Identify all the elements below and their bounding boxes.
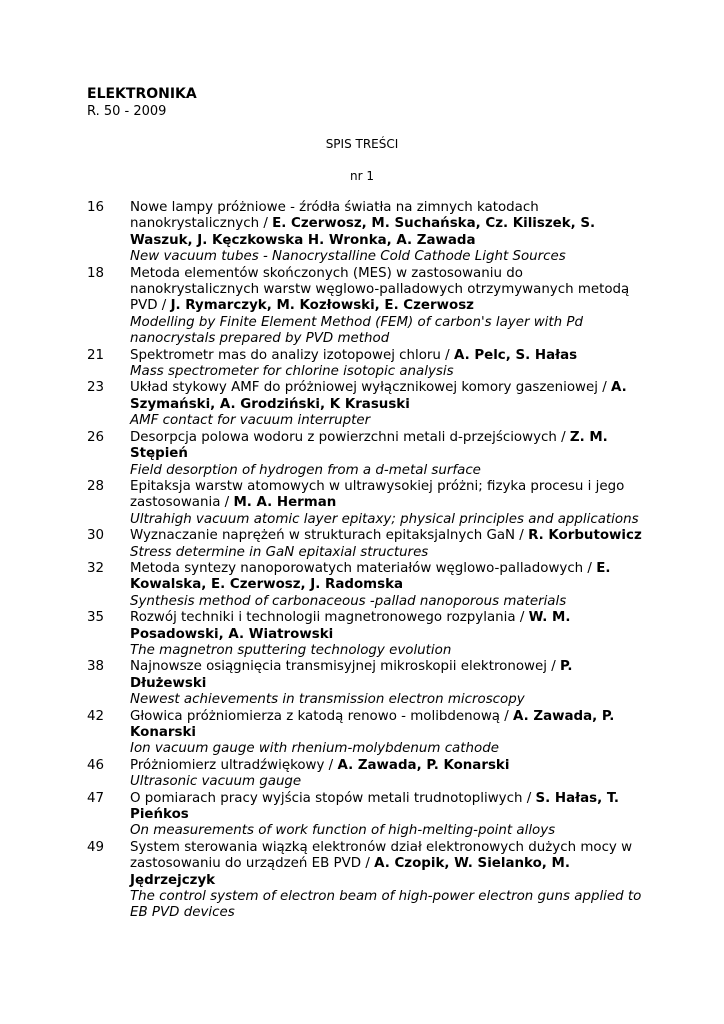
toc-entry	[87, 479, 647, 528]
toc-entry	[87, 840, 647, 922]
article-title: Wyznaczanie naprężeń w strukturach epitaksjalnych GaN	[130, 528, 516, 544]
article-title: O pomiarach pracy wyjścia stopów metali trudnotopliwych	[130, 790, 523, 806]
page-number: 35	[87, 610, 105, 626]
entry-body	[130, 348, 647, 381]
author-separator: /	[522, 790, 536, 806]
article-title: Epitaksja warstw atomowych w ultrawysokiej próżni; fizyka procesu i jego zastosowania	[130, 478, 625, 511]
page-number: 26	[87, 429, 105, 445]
article-title: Głowica próżniomierza z katodą renowo - molibdenową	[130, 708, 500, 724]
article-authors: S. Hałas, T. Pieńkos	[130, 790, 620, 823]
page-number: 23	[87, 380, 105, 396]
article-title-english: AMF contact for vacuum interrupter	[130, 413, 371, 429]
author-separator: /	[500, 708, 514, 724]
article-title-english: The magnetron sputtering technology evolution	[130, 642, 452, 658]
volume-year: R. 50 - 2009	[87, 104, 167, 119]
page-number: 47	[87, 790, 105, 806]
entry-body	[130, 758, 647, 791]
page-number: 42	[87, 708, 105, 724]
article-title-english: Field desorption of hydrogen from a d-metal surface	[130, 462, 481, 478]
article-authors: A. Czopik, W. Sielanko, M. Jędrzejczyk	[130, 856, 570, 888]
article-title-english: Ultrasonic vacuum gauge	[130, 774, 302, 790]
article-authors: A. Zawada, P. Konarski	[337, 757, 510, 773]
author-separator: /	[597, 380, 612, 396]
article-authors: A. Szymański, A. Grodziński, K Krasuski	[130, 380, 627, 412]
author-separator: /	[556, 429, 570, 445]
page-number: 16	[87, 200, 105, 215]
toc-entry	[87, 791, 647, 840]
article-title: Próżniomierz ultradźwiękowy	[130, 757, 325, 773]
article-authors: P. Dłużewski	[130, 659, 573, 691]
article-title-english: Stress determine in GaN epitaxial structures	[130, 544, 429, 560]
entry-body	[130, 479, 647, 528]
toc-entry	[87, 528, 647, 561]
author-separator: /	[546, 659, 560, 675]
article-authors: E. Czerwosz, M. Suchańska, Cz. Kiliszek, S. Waszuk, J. Kęczkowska H. Wronka, A. Zawada	[130, 216, 596, 248]
article-title: Układ stykowy AMF do próżniowej wyłącznikowej komory gaszeniowej	[130, 380, 598, 396]
toc-entry	[87, 430, 647, 479]
article-title: Desorpcja polowa wodoru z powierzchni metali d-przejściowych	[130, 429, 557, 445]
author-separator: /	[157, 298, 171, 314]
page-number: 46	[87, 757, 105, 773]
article-title-english: Newest achievements in transmission electron microscopy	[130, 692, 525, 708]
article-title-english: Mass spectrometer for chlorine isotopic analysis	[130, 364, 454, 380]
table-of-contents	[87, 200, 647, 922]
entry-body	[130, 610, 647, 659]
toc-heading: SPIS TREŚCI	[325, 137, 399, 151]
article-title: Spektrometr mas do analizy izotopowej chloru	[130, 347, 441, 363]
article-title: Rozwój techniki i technologii magnetronowego rozpylania	[130, 610, 516, 626]
article-title-english: On measurements of work function of high-melting-point alloys	[130, 823, 556, 839]
article-title: Najnowsze osiągnięcia transmisyjnej mikroskopii elektronowej	[130, 659, 547, 675]
entry-body	[130, 266, 647, 348]
author-separator: /	[259, 216, 273, 232]
article-title: Metoda elementów skończonych (MES) w zastosowaniu do nanokrystalicznych warstw węglowo-palladowych otrzymywanych metodą PVD	[130, 265, 630, 314]
entry-body	[130, 659, 647, 708]
entry-body	[130, 791, 647, 840]
toc-entry	[87, 380, 647, 429]
page-number: 28	[87, 478, 105, 494]
page-number: 32	[87, 560, 105, 576]
article-title-english: Synthesis method of carbonaceous -pallad nanoporous materials	[130, 593, 567, 609]
article-title-english: The control system of electron beam of high-power electron guns applied to EB PVD devices	[130, 889, 642, 921]
page-number: 38	[87, 659, 105, 675]
author-separator: /	[583, 560, 597, 576]
author-separator: /	[515, 528, 529, 544]
page-number: 18	[87, 265, 105, 281]
article-authors: J. Rymarczyk, M. Kozłowski, E. Czerwosz	[170, 298, 474, 314]
article-authors: A. Pelc, S. Hałas	[453, 347, 578, 363]
entry-body	[130, 840, 647, 922]
article-authors: A. Zawada, P. Konarski	[130, 708, 615, 740]
entry-body	[130, 200, 647, 266]
issue-number: nr 1	[350, 169, 374, 183]
article-authors: E. Kowalska, E. Czerwosz, J. Radomska	[130, 560, 611, 593]
article-authors: M. A. Herman	[233, 495, 337, 511]
page-number: 49	[87, 839, 105, 855]
article-title-english: Ion vacuum gauge with rhenium-molybdenum cathode	[130, 741, 499, 757]
article-authors: W. M. Posadowski, A. Wiatrowski	[130, 610, 571, 642]
entry-body	[130, 380, 647, 429]
article-title-english: Ultrahigh vacuum atomic layer epitaxy; physical principles and applications	[130, 511, 639, 527]
page-number: 30	[87, 528, 105, 544]
journal-title: ELEKTRONIKA	[87, 86, 197, 102]
author-separator: /	[515, 610, 529, 626]
author-separator: /	[324, 757, 338, 773]
entry-body	[130, 561, 647, 610]
toc-entry	[87, 758, 647, 791]
article-title: System sterowania wiązką elektronów dział elektronowych dużych mocy w zastosowaniu do urządzeń EB PVD	[130, 839, 633, 872]
article-title: Nowe lampy próżniowe - źródła światła na zimnych katodach nanokrystalicznych	[130, 200, 539, 232]
toc-entry	[87, 200, 647, 266]
author-separator: /	[361, 856, 375, 872]
article-title-english: Modelling by Finite Element Method (FEM) of carbon's layer with Pd nanocrystals prepared by PVD method	[130, 314, 583, 347]
toc-entry	[87, 659, 647, 708]
article-authors: R. Korbutowicz	[528, 528, 642, 544]
toc-entry	[87, 266, 647, 348]
entry-body	[130, 430, 647, 479]
article-title-english: New vacuum tubes - Nanocrystalline Cold Cathode Light Sources	[130, 249, 566, 265]
toc-entry	[87, 709, 647, 758]
article-title: Metoda syntezy nanoporowatych materiałów węglowo-palladowych	[130, 560, 584, 576]
toc-entry	[87, 348, 647, 381]
entry-body	[130, 528, 647, 561]
toc-entry	[87, 561, 647, 610]
page-number: 21	[87, 347, 105, 363]
article-authors: Z. M. Stępień	[130, 429, 608, 462]
entry-body	[130, 709, 647, 758]
author-separator: /	[220, 495, 234, 511]
toc-entry	[87, 610, 647, 659]
author-separator: /	[440, 347, 454, 363]
